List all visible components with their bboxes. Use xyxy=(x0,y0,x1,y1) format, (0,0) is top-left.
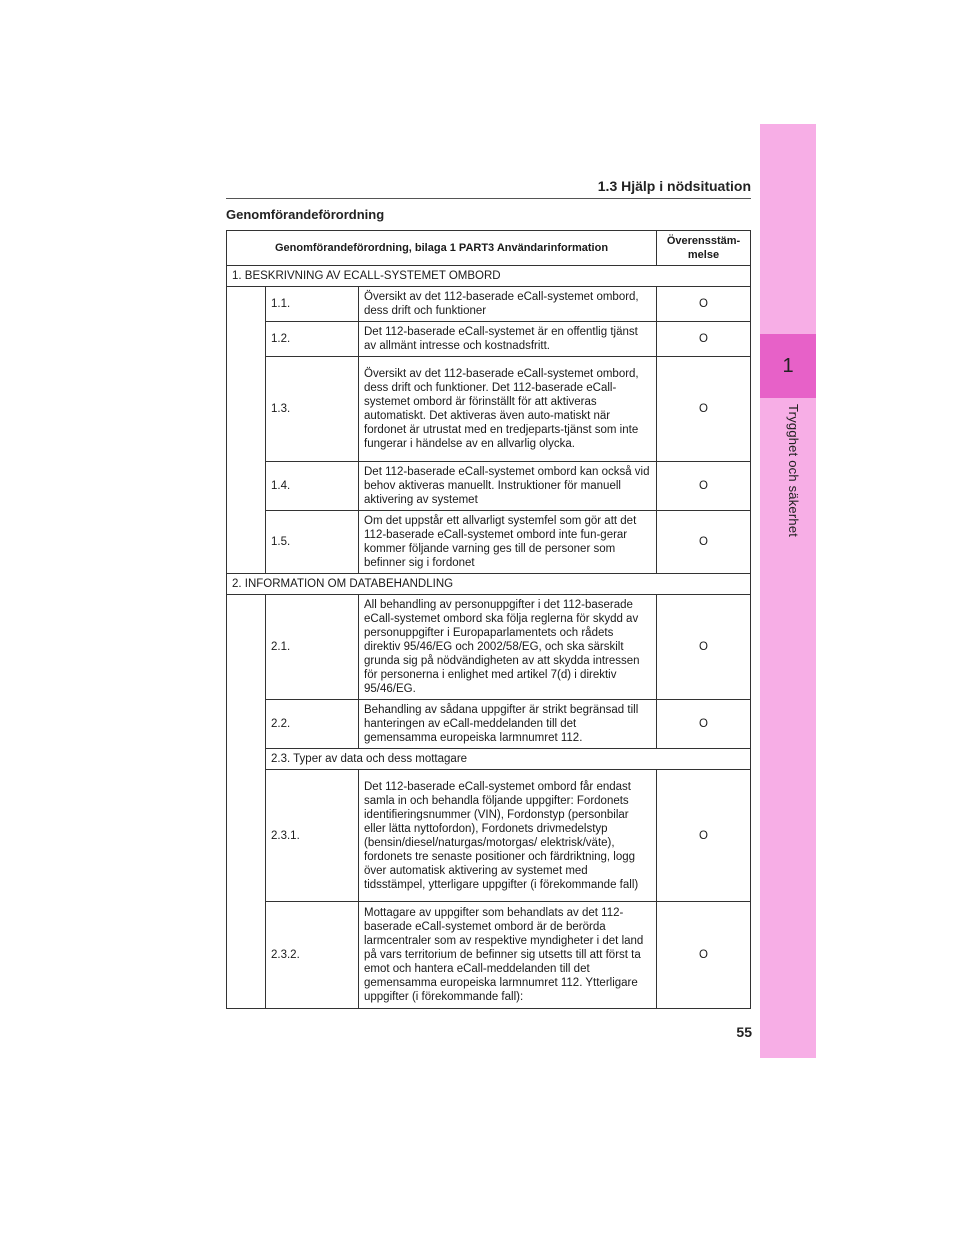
table-header-row xyxy=(227,231,751,266)
row-number: 2.3.1. xyxy=(266,770,359,902)
indent-cell xyxy=(227,287,266,574)
row-mark: O xyxy=(657,357,751,462)
row-text: Mottagare av uppgifter som behandlats av det 112-baserade eCall-systemet ombord är de berörda larmcentraler som av respektive myndigheter i det land på vars territorium de befinner sig utsetts till att först ta emot och hantera eCall-meddelanden till det gemensamma europeiska larmnumret 112. Ytterligare uppgifter (i förekommande fall): xyxy=(359,902,657,1009)
row-text: Översikt av det 112-baserade eCall-systemet ombord, dess drift och funktioner. Det 112-baserade eCall-systemet ombord är förinställt för att aktiveras automatiskt. Det aktiveras även auto-matiskt när fordonet är utrustat med en tredjeparts-tjänst som inte fungerar i händelse av en allvarlig olycka. xyxy=(359,357,657,462)
section-heading: 2. INFORMATION OM DATABEHANDLING xyxy=(227,574,751,595)
subsection-heading: 2.3. Typer av data och dess mottagare xyxy=(266,749,751,770)
row-text: Det 112-baserade eCall-systemet ombord kan också vid behov aktiveras manuellt. Instruktioner för manuell aktivering av systemet xyxy=(359,462,657,511)
table-row xyxy=(227,700,751,749)
row-mark: O xyxy=(657,511,751,574)
row-text: All behandling av personuppgifter i det 112-baserade eCall-systemet ombord ska följa reglerna för skydd av personuppgifter i Europaparlamentets och rådets direktiv 95/46/EG och 2002/58/EG, och ska särskilt grunda sig på nödvändigheten av att skydda intressen för personerna i enlighet med artikel 7(d) i direktiv 95/46/EG. xyxy=(359,595,657,700)
row-mark: O xyxy=(657,595,751,700)
table-row xyxy=(227,595,751,700)
row-number: 1.1. xyxy=(266,287,359,322)
section-header: 1.3 Hjälp i nödsituation xyxy=(226,176,751,199)
row-text: Om det uppstår ett allvarligt systemfel som gör att det 112-baserade eCall-systemet ombord inte fun-gerar kommer följande varning ges till de personer som befinner sig i fordonet xyxy=(359,511,657,574)
header-regulation: Genomförandeförordning, bilaga 1 PART3 Användarinformation xyxy=(227,231,657,266)
row-number: 1.2. xyxy=(266,322,359,357)
table-row xyxy=(227,902,751,1009)
section-heading-row xyxy=(227,574,751,595)
table-row xyxy=(227,287,751,322)
row-number: 1.3. xyxy=(266,357,359,462)
requirements-table xyxy=(226,230,751,1009)
table-row xyxy=(227,357,751,462)
row-text: Det 112-baserade eCall-systemet är en offentlig tjänst av allmänt intresse och kostnadsfritt. xyxy=(359,322,657,357)
row-number: 2.2. xyxy=(266,700,359,749)
row-number: 2.1. xyxy=(266,595,359,700)
indent-cell xyxy=(227,595,266,1009)
row-number: 2.3.2. xyxy=(266,902,359,1009)
section-heading: 1. BESKRIVNING AV ECALL-SYSTEMET OMBORD xyxy=(227,266,751,287)
row-mark: O xyxy=(657,700,751,749)
table-row xyxy=(227,511,751,574)
section-heading-row xyxy=(227,266,751,287)
row-mark: O xyxy=(657,322,751,357)
row-number: 1.4. xyxy=(266,462,359,511)
table-row xyxy=(227,322,751,357)
chapter-side-tab xyxy=(760,124,816,1058)
row-mark: O xyxy=(657,462,751,511)
table-row xyxy=(227,770,751,902)
table-row xyxy=(227,462,751,511)
page-number: 55 xyxy=(736,1024,752,1040)
header-conformity: Överensstäm-melse xyxy=(657,231,751,266)
row-mark: O xyxy=(657,287,751,322)
chapter-number: 1 xyxy=(760,334,816,398)
row-text: Det 112-baserade eCall-systemet ombord får endast samla in och behandla följande uppgifter: Fordonets identifieringsnummer (VIN), Fordonstyp (personbilar eller lätta nyttofordon), Fordonets drivmedelstyp (bensin/diesel/naturgas/motorgas/ elektrisk/väte), fordonets tre senaste positioner och färdriktning, logg över automatisk aktivering av systemet med tidsstämpel, ytterligare uppgifter (i förekommande fall) xyxy=(359,770,657,902)
page-title: Genomförandeförordning xyxy=(226,207,385,222)
row-text: Behandling av sådana uppgifter är strikt begränsad till hanteringen av eCall-meddelanden till det gemensamma europeiska larmnumret 112. xyxy=(359,700,657,749)
row-number: 1.5. xyxy=(266,511,359,574)
row-mark: O xyxy=(657,770,751,902)
row-mark: O xyxy=(657,902,751,1009)
chapter-label: Trygghet och säkerhet xyxy=(786,404,801,538)
subsection-heading-row xyxy=(227,749,751,770)
row-text: Översikt av det 112-baserade eCall-systemet ombord, dess drift och funktioner xyxy=(359,287,657,322)
